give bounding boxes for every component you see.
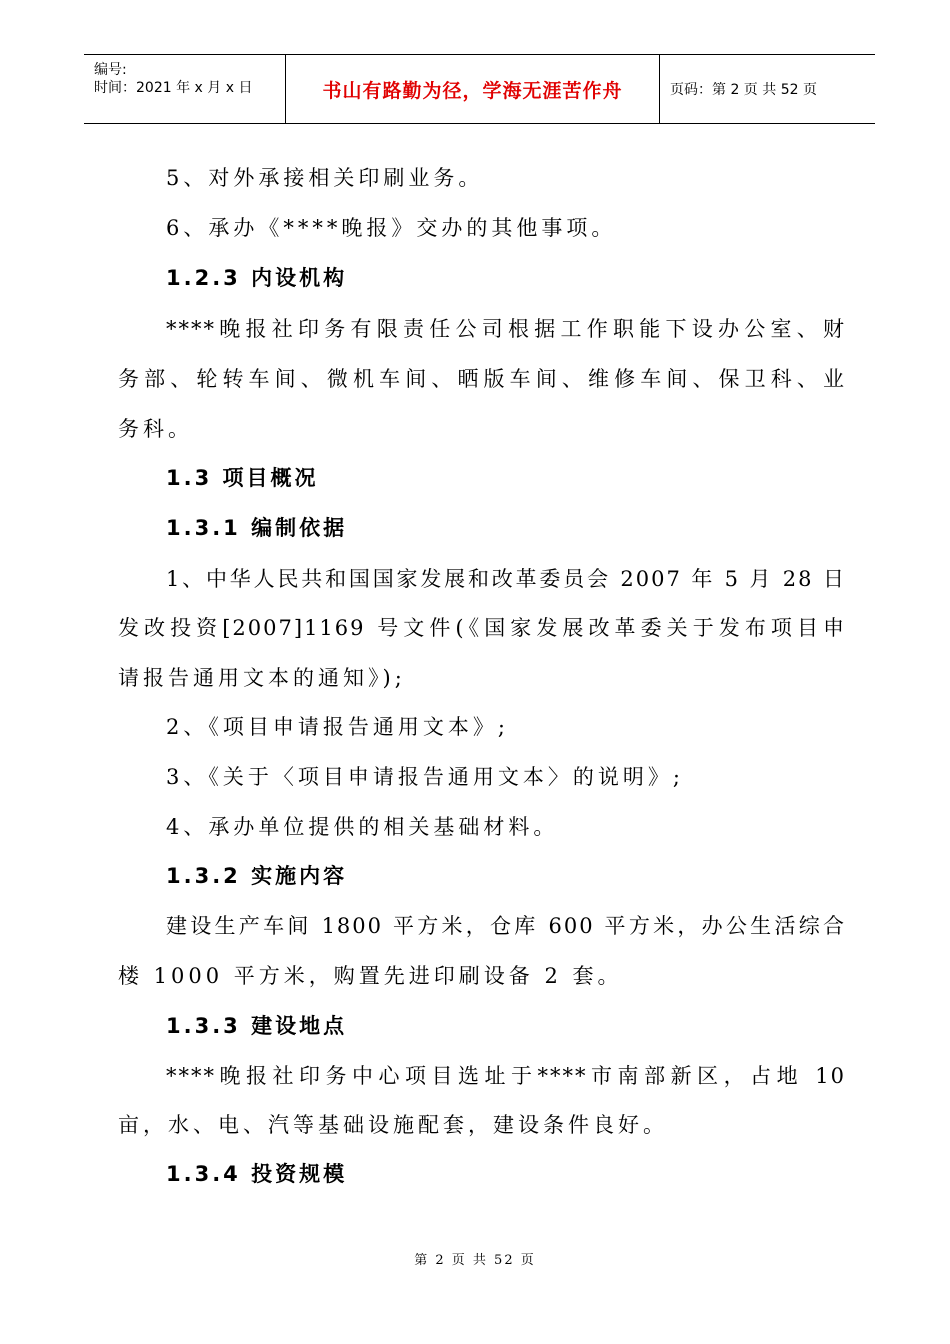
header-page-info: 页码：第 2 页 共 52 页: [670, 82, 817, 98]
section-heading: 1.3.4 投资规模: [166, 1162, 348, 1186]
paragraph-line: ****晚报社印务有限责任公司根据工作职能下设办公室、财: [166, 317, 846, 341]
paragraph-line: 务部、轮转车间、微机车间、晒版车间、维修车间、保卫科、业: [118, 367, 846, 391]
paragraph-line: 建设生产车间 1800 平方米，仓库 600 平方米，办公生活综合: [166, 914, 846, 938]
paragraph-line: 1、中华人民共和国国家发展和改革委员会 2007 年 5 月 28 日: [166, 567, 846, 591]
paragraph-line: 楼 1000 平方米，购置先进印刷设备 2 套。: [118, 964, 623, 988]
header-motto: 书山有路勤为径，学海无涯苦作舟: [286, 55, 660, 123]
body-line: 3、《关于〈项目申请报告通用文本〉的说明》;: [166, 765, 684, 789]
paragraph-line: 发改投资[2007]1169 号文件(《国家发展改革委关于发布项目申: [118, 616, 846, 640]
body-line: 5、对外承接相关印刷业务。: [166, 166, 484, 190]
section-heading: 1.3 项目概况: [166, 466, 319, 490]
paragraph-line: 务科。: [118, 417, 193, 441]
header-meta: [84, 55, 286, 123]
page-header: [84, 54, 875, 124]
page-footer: 第 2 页 共 52 页: [414, 1253, 536, 1268]
paragraph-line: ****晚报社印务中心项目选址于****市南部新区，占地 10: [166, 1064, 846, 1088]
paragraph-line: 请报告通用文本的通知》);: [118, 666, 406, 690]
section-heading: 1.3.3 建设地点: [166, 1014, 348, 1038]
document-time: 时间：2021 年 x 月 x 日: [94, 80, 253, 96]
body-line: 2、《项目申请报告通用文本》;: [166, 715, 509, 739]
section-heading: 1.2.3 内设机构: [166, 266, 348, 290]
document-number-label: 编号:: [94, 62, 127, 78]
section-heading: 1.3.1 编制依据: [166, 516, 348, 540]
paragraph-line: 亩，水、电、汽等基础设施配套，建设条件良好。: [118, 1113, 668, 1137]
body-line: 6、承办《****晚报》交办的其他事项。: [166, 216, 617, 240]
section-heading: 1.3.2 实施内容: [166, 864, 348, 888]
body-line: 4、承办单位提供的相关基础材料。: [166, 815, 559, 839]
